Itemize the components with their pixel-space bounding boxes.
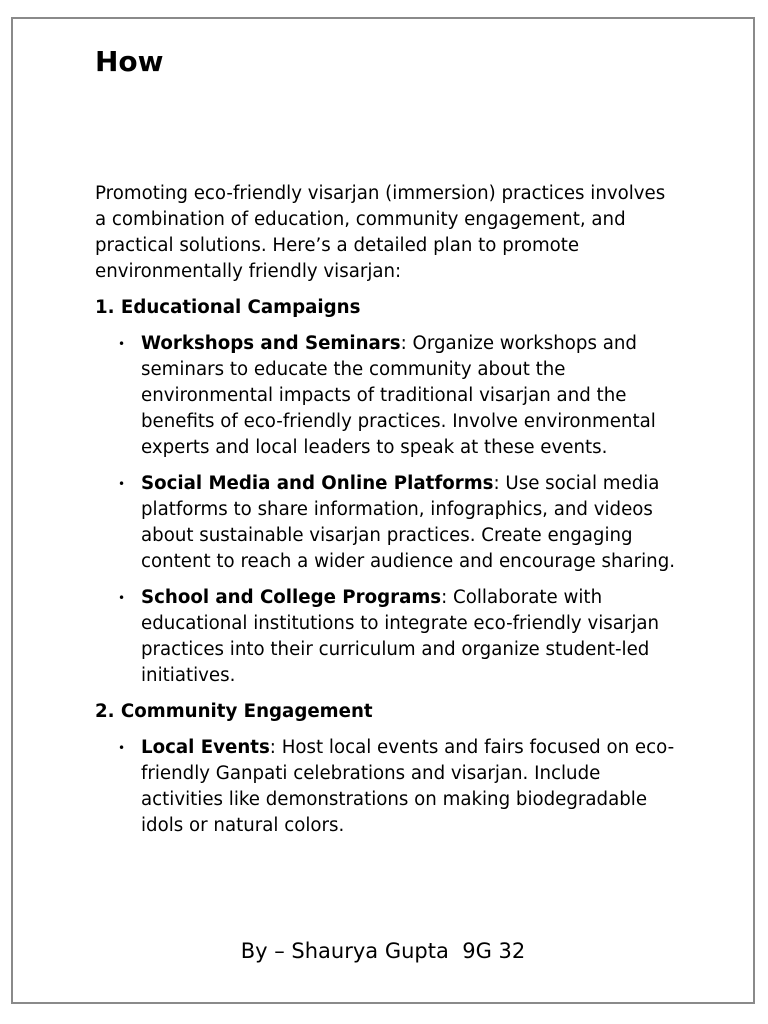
bullet-term: Local Events	[141, 737, 270, 758]
bullet-term: Social Media and Online Platforms	[141, 473, 494, 494]
author-footer: By – Shaurya Gupta 9G 32	[240, 939, 526, 963]
section-heading: 1. Educational Campaigns	[95, 297, 361, 318]
list-item	[95, 735, 680, 839]
document-page	[11, 17, 755, 1004]
list-item	[95, 471, 680, 575]
list-item	[95, 331, 680, 461]
bullet-icon: •	[118, 477, 126, 491]
bullet-icon: •	[118, 741, 126, 755]
bullet-text: : Collaborate with educational institutions to integrate eco-friendly visarjan practices into their curriculum and organize student-led initiatives.	[141, 587, 660, 686]
document-body	[95, 181, 680, 849]
bullet-text: : Use social media platforms to share information, infographics, and videos about sustainable visarjan practices. Create engaging content to reach a wider audience and encourage sharing.	[141, 473, 676, 572]
page-title: How	[95, 45, 164, 78]
bullet-icon: •	[118, 591, 126, 605]
bullet-term: Workshops and Seminars	[141, 333, 401, 354]
bullet-term: School and College Programs	[141, 587, 442, 608]
section-educational-campaigns	[95, 295, 680, 689]
section-community-engagement	[95, 699, 680, 839]
bullet-list	[95, 331, 680, 689]
intro-paragraph: Promoting eco-friendly visarjan (immersion) practices involves a combination of education, community engagement, and practical solutions. Here’s a detailed plan to promote environmentally friendly visarjan:	[95, 183, 666, 282]
section-heading: 2. Community Engagement	[95, 701, 373, 722]
bullet-text: : Host local events and fairs focused on eco-friendly Ganpati celebrations and visarjan. Include activities like demonstrations on making biodegradable idols or natural colors.	[141, 737, 675, 836]
list-item	[95, 585, 680, 689]
bullet-text: : Organize workshops and seminars to educate the community about the environmental impacts of traditional visarjan and the benefits of eco-friendly practices. Involve environmental experts and local leaders to speak at these events.	[141, 333, 656, 458]
bullet-icon: •	[118, 337, 126, 351]
bullet-list	[95, 735, 680, 839]
